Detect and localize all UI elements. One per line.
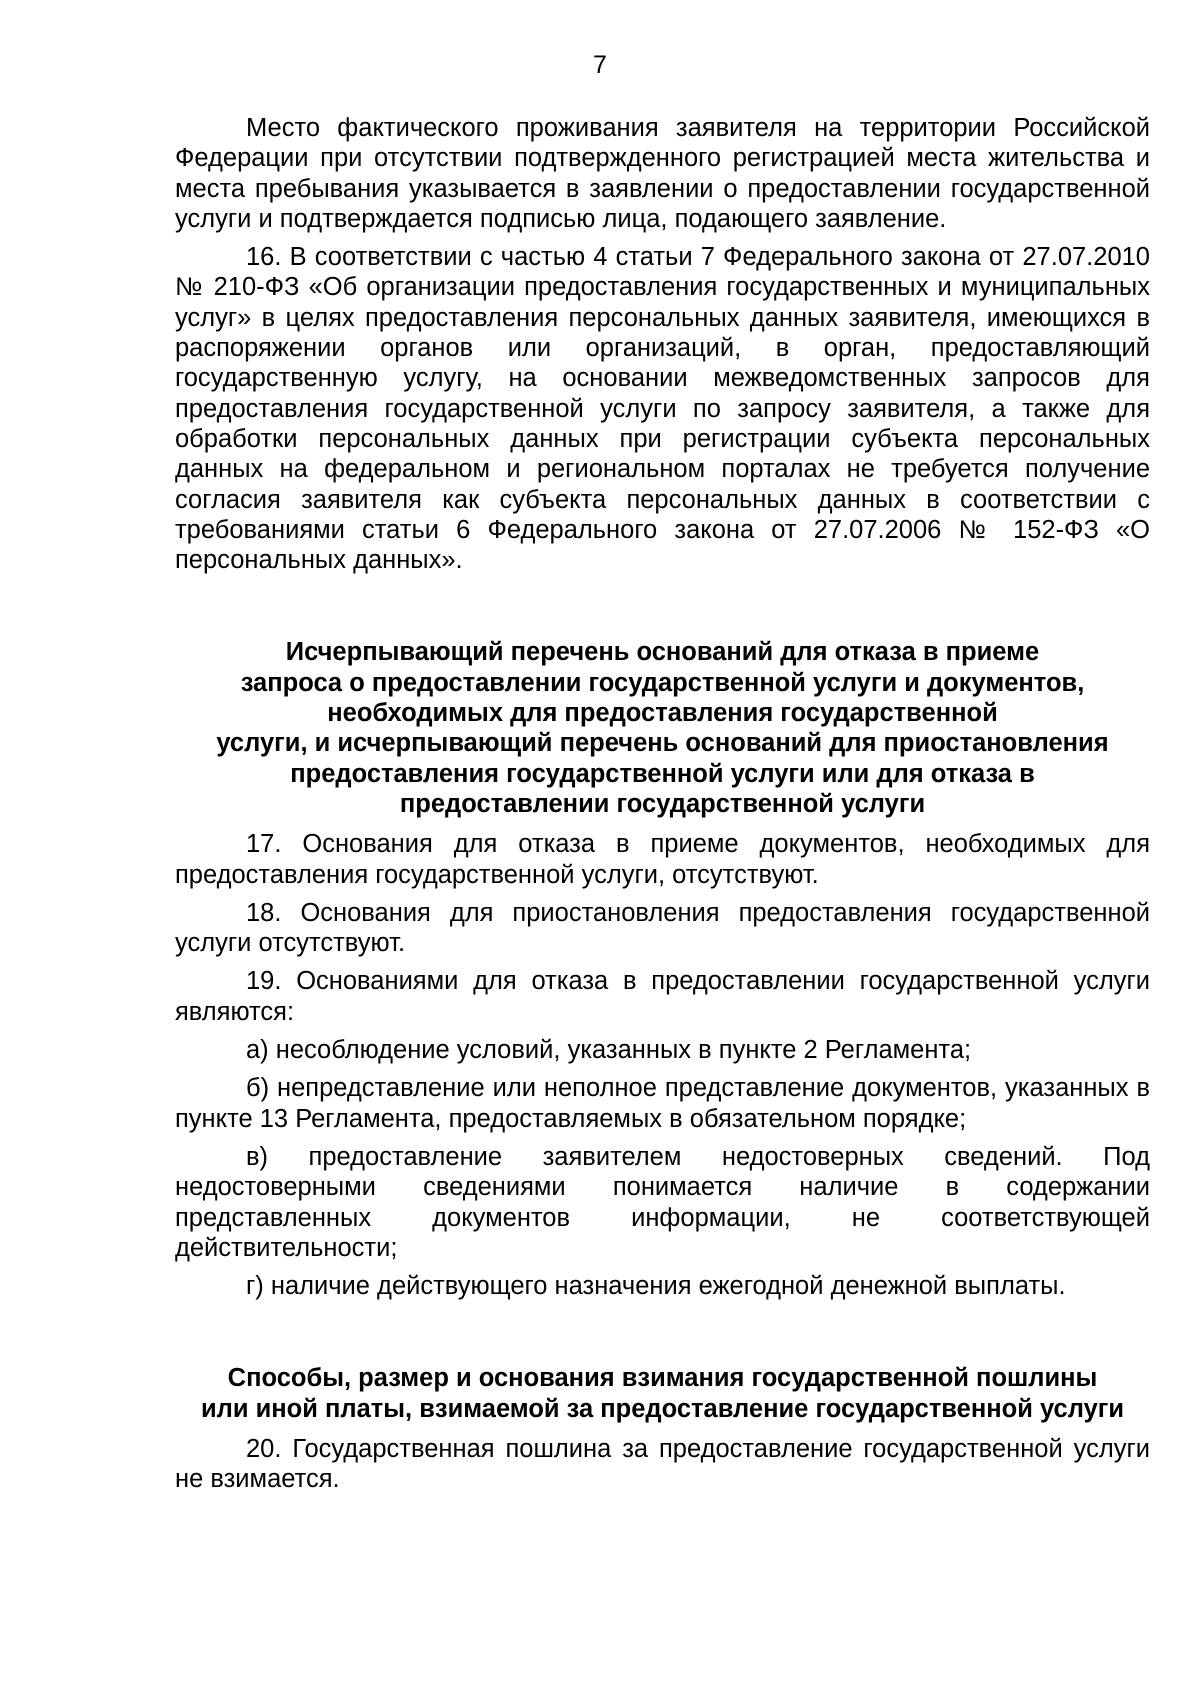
heading-line: или иной платы, взимаемой за предоставление государственной услуги xyxy=(200,1394,1125,1423)
heading-line: предоставлении государственной услуги xyxy=(399,789,926,818)
section-heading-refusal xyxy=(175,637,1150,819)
heading-line: Исчерпывающий перечень оснований для отказа в приеме xyxy=(285,638,1040,667)
paragraph-19: 19. Основаниями для отказа в предоставлении государственной услуги являются: xyxy=(175,967,1150,1026)
section-heading-fee xyxy=(175,1363,1150,1424)
paragraph-19b: б) непредставление или неполное представление документов, указанных в пункте 13 Регламента, предоставляемых в обязательном порядке; xyxy=(175,1074,1150,1133)
paragraph-18: 18. Основания для приостановления предоставления государственной услуги отсутствуют. xyxy=(175,898,1150,958)
document-body xyxy=(175,113,1150,1503)
paragraph-16: 16. В соответствии с частью 4 статьи 7 Федерального закона от 27.07.2010 № 210-ФЗ «Об организации предоставления государственных и муниципальных услуг» в целях предоставления персональных данных заявителя, имеющихся в распоряжении органов или организаций, в орган, предоставляющий государственную услугу, на основании межведомственных запросов для предоставления государственной услуги по запросу заявителя, а также для обработки персональных данных при регистрации субъекта персональных данных на федеральном и региональном порталах не требуется получение согласия заявителя как субъекта персональных данных в соответствии с требованиями статьи 6 Федерального закона от 27.07.2006 № 152-ФЗ «О персональных данных». xyxy=(175,243,1150,575)
paragraph-17: 17. Основания для отказа в приеме документов, необходимых для предоставления государственной услуги, отсутствуют. xyxy=(175,830,1150,889)
heading-line: предоставления государственной услуги или для отказа в xyxy=(290,759,1035,788)
heading-line: запроса о предоставлении государственной услуги и документов, xyxy=(240,668,1085,697)
paragraph-20: 20. Государственная пошлина за предоставление государственной услуги не взимается. xyxy=(175,1434,1150,1494)
heading-line: необходимых для предоставления государственной xyxy=(327,699,998,728)
heading-line: Способы, размер и основания взимания государственной пошлины xyxy=(227,1364,1098,1393)
paragraph-19g: г) наличие действующего назначения ежегодной денежной выплаты. xyxy=(246,1272,1066,1301)
heading-line: услуги, и исчерпывающий перечень оснований для приостановления xyxy=(216,729,1109,758)
paragraph-19a: а) несоблюдение условий, указанных в пункте 2 Регламента; xyxy=(246,1036,972,1065)
paragraph-19v: в) предоставление заявителем недостоверных сведений. Под недостоверными сведениями понимается наличие в содержании представленных документов информации, не соответствующей действительности; xyxy=(175,1142,1150,1262)
paragraph-residence: Место фактического проживания заявителя на территории Российской Федерации при отсутствии подтвержденного регистрацией места жительства и места пребывания указывается в заявлении о предоставлении государственной услуги и подтверждается подписью лица, подающего заявление. xyxy=(175,114,1150,233)
page-number: 7 xyxy=(593,51,607,79)
